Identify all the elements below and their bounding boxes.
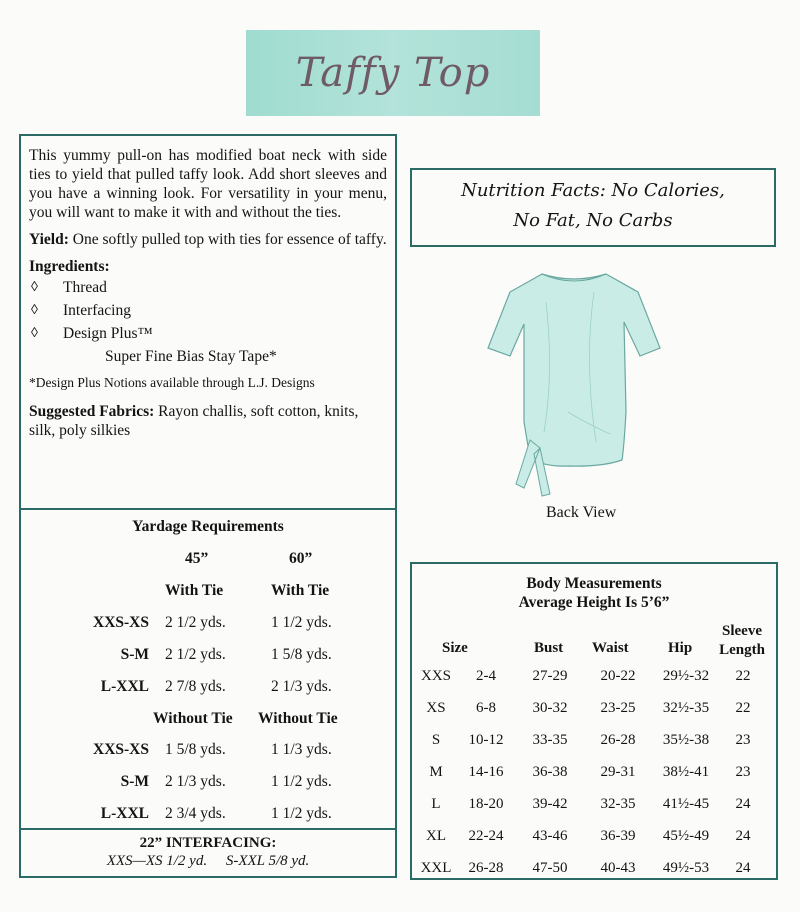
measurement-hip: 38½-41	[662, 764, 710, 780]
yield-paragraph	[29, 230, 387, 249]
yardage-value: 2 1/3 yds.	[165, 773, 226, 790]
width-header-60: 60”	[289, 550, 313, 567]
yardage-size-label: XXS-XS	[93, 741, 149, 758]
page-title: Taffy Top	[295, 50, 491, 96]
measurement-size: S	[431, 732, 441, 748]
measurement-sleeve: 23	[735, 764, 751, 780]
measurement-waist: 32-35	[600, 796, 636, 812]
measurement-hip: 41½-45	[662, 796, 710, 812]
yardage-value: 2 1/2 yds.	[165, 614, 226, 631]
measurement-size: XS	[426, 700, 446, 716]
measurement-sleeve: 24	[735, 796, 751, 812]
fabrics-text: Rayon challis, soft cotton, knits, silk, poly silkies	[29, 403, 359, 439]
without-tie-header-45: Without Tie	[153, 710, 233, 727]
yardage-size-label: L-XXL	[100, 678, 149, 695]
ingredient-item: ◊ Design Plus™	[31, 325, 153, 342]
measurement-hip: 49½-53	[662, 860, 710, 876]
col-header-hip: Hip	[668, 640, 693, 656]
yardage-value: 1 1/3 yds.	[271, 741, 332, 758]
measurement-num: 18-20	[468, 796, 504, 812]
yardage-value: 1 5/8 yds.	[271, 646, 332, 663]
description-text: This yummy pull-on has modified boat neck with side ties to yield that pulled taffy look. Add short sleeves and you have a winning look. For versatility in your menu, you will want to make it with and without the ties.	[29, 147, 387, 221]
yield-label: Yield:	[29, 231, 69, 248]
measurement-bust: 47-50	[532, 860, 568, 876]
yardage-value: 2 7/8 yds.	[165, 678, 226, 695]
body-measurements-box	[410, 562, 778, 880]
with-tie-header-60: With Tie	[271, 582, 330, 599]
description-box	[19, 134, 397, 510]
measurement-sleeve: 22	[735, 700, 751, 716]
yardage-value: 1 1/2 yds.	[271, 805, 332, 822]
diamond-bullet-icon: ◊	[31, 303, 38, 318]
without-tie-header-60: Without Tie	[258, 710, 338, 727]
measurement-size: XXL	[420, 860, 452, 876]
measurement-num: 26-28	[468, 860, 504, 876]
yardage-size-label: S-M	[120, 646, 149, 663]
measurement-bust: 33-35	[532, 732, 568, 748]
yield-text: One softly pulled top with ties for essence of taffy.	[72, 231, 387, 248]
measurement-waist: 40-43	[600, 860, 636, 876]
yardage-value: 1 1/2 yds.	[271, 773, 332, 790]
yardage-value: 2 1/2 yds.	[165, 646, 226, 663]
measurement-sleeve: 24	[735, 828, 751, 844]
measurement-bust: 30-32	[532, 700, 568, 716]
interfacing-box	[19, 828, 397, 878]
width-header-45: 45”	[185, 550, 209, 567]
measurement-num: 6-8	[476, 700, 496, 716]
with-tie-header-45: With Tie	[165, 582, 224, 599]
yardage-value: 1 1/2 yds.	[271, 614, 332, 631]
ingredient-item: ◊ Interfacing	[31, 302, 131, 319]
nutrition-line-2: No Fat, No Carbs	[513, 210, 673, 231]
yardage-title: Yardage Requirements	[132, 518, 284, 535]
measurement-waist: 29-31	[600, 764, 636, 780]
measurement-num: 22-24	[468, 828, 504, 844]
measurement-waist: 23-25	[600, 700, 636, 716]
ingredient-item: ◊ Thread	[31, 279, 107, 296]
measurement-waist: 20-22	[600, 668, 636, 684]
title-banner	[246, 30, 540, 116]
back-view-illustration	[484, 262, 664, 497]
diamond-bullet-icon: ◊	[31, 280, 38, 295]
yardage-size-label: XXS-XS	[93, 614, 149, 631]
col-header-waist: Waist	[592, 640, 629, 656]
col-header-bust: Bust	[534, 640, 564, 656]
measurement-bust: 39-42	[532, 796, 568, 812]
col-header-size: Size	[442, 640, 468, 656]
yardage-size-label: S-M	[120, 773, 149, 790]
body-measurements-title: Body Measurements Average Height Is 5’6”	[518, 575, 670, 611]
measurement-num: 2-4	[476, 668, 496, 684]
interfacing-amounts: XXS—XS 1/2 yd. S-XXL 5/8 yd.	[106, 853, 310, 869]
measurement-hip: 32½-35	[662, 700, 710, 716]
interfacing-title: 22” INTERFACING:	[139, 835, 277, 851]
ingredients-label: Ingredients:	[29, 258, 110, 275]
yardage-size-label: L-XXL	[100, 805, 149, 822]
measurement-sleeve: 22	[735, 668, 751, 684]
nutrition-box	[410, 168, 776, 247]
measurement-sleeve: 23	[735, 732, 751, 748]
measurement-hip: 29½-32	[662, 668, 710, 684]
back-view-caption: Back View	[546, 504, 617, 521]
ingredients-list	[29, 278, 387, 347]
measurement-bust: 43-46	[532, 828, 568, 844]
fabrics-label: Suggested Fabrics:	[29, 403, 155, 420]
yardage-box	[19, 508, 397, 830]
measurement-size: L	[431, 796, 441, 812]
measurement-num: 10-12	[468, 732, 504, 748]
measurement-hip: 35½-38	[662, 732, 710, 748]
measurement-waist: 26-28	[600, 732, 636, 748]
measurement-bust: 27-29	[532, 668, 568, 684]
measurement-size: XL	[426, 828, 446, 844]
col-header-sleeve-length: Sleeve Length	[719, 623, 765, 658]
yardage-value: 2 3/4 yds.	[165, 805, 226, 822]
measurement-size: XXS	[420, 668, 451, 684]
measurement-sleeve: 24	[735, 860, 751, 876]
measurement-bust: 36-38	[532, 764, 568, 780]
ingredient-subline: Super Fine Bias Stay Tape*	[105, 348, 277, 365]
measurement-waist: 36-39	[600, 828, 636, 844]
measurement-hip: 45½-49	[662, 828, 710, 844]
yardage-value: 2 1/3 yds.	[271, 678, 332, 695]
measurement-num: 14-16	[468, 764, 504, 780]
notions-note: *Design Plus Notions available through L.J. Designs	[29, 375, 315, 390]
yardage-value: 1 5/8 yds.	[165, 741, 226, 758]
fabrics-paragraph	[29, 402, 387, 440]
diamond-bullet-icon: ◊	[31, 326, 38, 341]
garment-body	[488, 274, 660, 466]
nutrition-line-1: Nutrition Facts: No Calories,	[461, 180, 725, 201]
measurement-size: M	[429, 764, 443, 780]
